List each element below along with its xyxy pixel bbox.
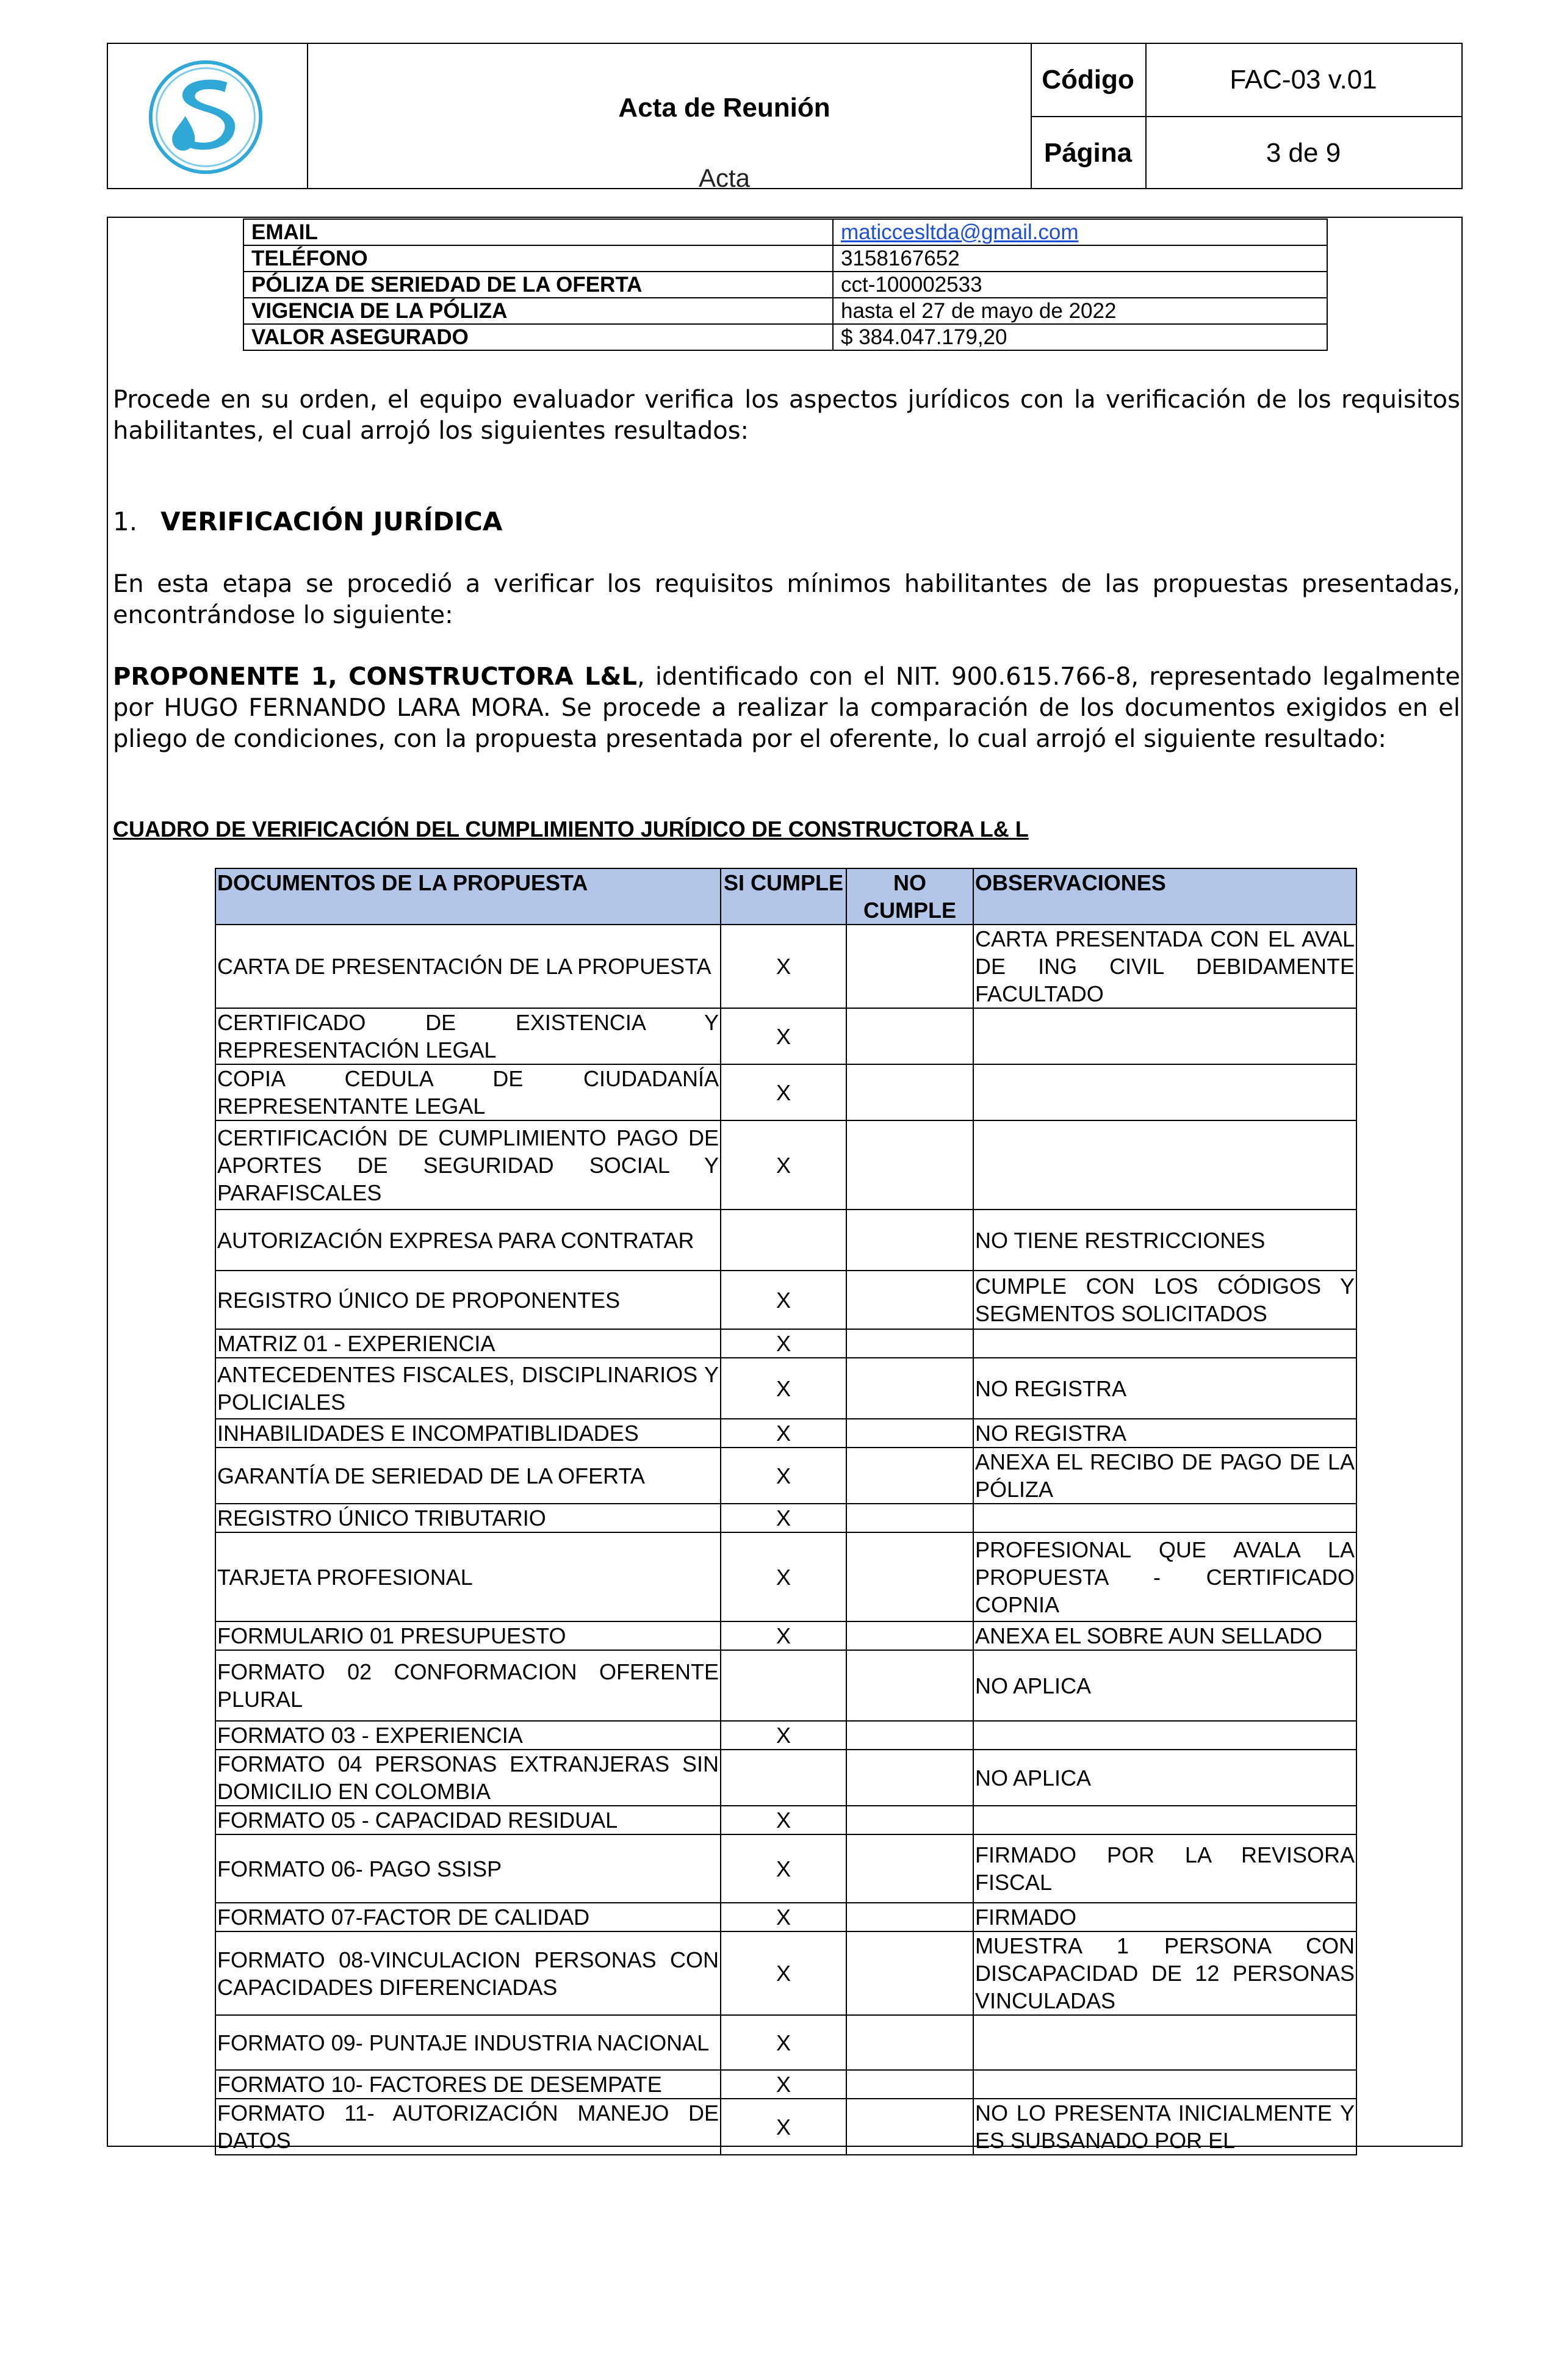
table-row — [215, 1448, 1356, 1504]
observation-cell — [973, 1064, 1356, 1120]
no-cumple-cell — [846, 1621, 973, 1650]
observation-cell: CUMPLE CON LOS CÓDIGOS Y SEGMENTOS SOLICITADOS — [973, 1271, 1356, 1329]
si-cumple-cell: X — [721, 1834, 846, 1903]
si-cumple-cell: X — [721, 1448, 846, 1504]
info-value: $ 384.047.179,20 — [833, 324, 1327, 350]
document-cell: FORMATO 09- PUNTAJE INDUSTRIA NACIONAL — [215, 2015, 721, 2070]
si-cumple-cell: X — [721, 1008, 846, 1064]
document-cell: INHABILIDADES E INCOMPATIBLIDADES — [215, 1419, 721, 1448]
header-observations: OBSERVACIONES — [973, 868, 1356, 925]
table-row — [215, 1120, 1356, 1210]
table-header-row — [215, 868, 1356, 925]
observation-cell: PROFESIONAL QUE AVALA LA PROPUESTA - CERTIFICADO COPNIA — [973, 1532, 1356, 1621]
header-divider — [307, 44, 308, 188]
code-value: FAC-03 v.01 — [1230, 65, 1377, 95]
code-label: Código — [1042, 65, 1134, 95]
table-row — [215, 1650, 1356, 1721]
observation-cell — [973, 2015, 1356, 2070]
observation-cell — [973, 1329, 1356, 1358]
info-row-insured-value — [243, 324, 1327, 350]
proponent-info-table — [243, 218, 1328, 351]
si-cumple-cell: X — [721, 2070, 846, 2099]
document-cell: TARJETA PROFESIONAL — [215, 1532, 721, 1621]
si-cumple-cell — [721, 1210, 846, 1271]
header-si-cumple: SI CUMPLE — [721, 868, 846, 925]
info-row-phone — [243, 245, 1327, 272]
document-cell: COPIA CEDULA DE CIUDADANÍA REPRESENTANTE LEGAL — [215, 1064, 721, 1120]
document-cell: FORMATO 10- FACTORES DE DESEMPATE — [215, 2070, 721, 2099]
no-cumple-cell — [846, 1358, 973, 1419]
no-cumple-cell — [846, 1806, 973, 1834]
observation-cell: CARTA PRESENTADA CON EL AVAL DE ING CIVIL DEBIDAMENTE FACULTADO — [973, 925, 1356, 1008]
table-row — [215, 2070, 1356, 2099]
si-cumple-cell: X — [721, 1903, 846, 1931]
info-value: hasta el 27 de mayo de 2022 — [833, 298, 1327, 324]
document-cell: REGISTRO ÚNICO DE PROPONENTES — [215, 1271, 721, 1329]
observation-cell — [973, 1504, 1356, 1532]
si-cumple-cell: X — [721, 925, 846, 1008]
section-number: 1. — [113, 507, 138, 536]
company-logo — [146, 57, 265, 177]
table-row — [215, 1834, 1356, 1903]
si-cumple-cell: X — [721, 2099, 846, 2155]
observation-cell: NO REGISTRA — [973, 1358, 1356, 1419]
no-cumple-cell — [846, 1750, 973, 1806]
observation-cell: FIRMADO POR LA REVISORA FISCAL — [973, 1834, 1356, 1903]
no-cumple-cell — [846, 1903, 973, 1931]
section-title: VERIFICACIÓN JURÍDICA — [160, 507, 503, 536]
no-cumple-cell — [846, 1329, 973, 1358]
proponent-name: PROPONENTE 1, CONSTRUCTORA L&L — [113, 663, 637, 691]
table-row — [215, 1329, 1356, 1358]
observation-cell — [973, 1721, 1356, 1750]
no-cumple-cell — [846, 1448, 973, 1504]
table-row — [215, 1532, 1356, 1621]
document-cell: FORMULARIO 01 PRESUPUESTO — [215, 1621, 721, 1650]
proponent-details: , identificado con el NIT. 900.615.766-8, representado legalmente por HUGO FERNANDO LARA MORA. Se procede a realizar la comparación de los documentos exigidos en el pliego de condiciones, con la propuesta presentada por el oferente, lo cual arrojó el siguiente resultado: — [113, 663, 1460, 753]
observation-cell: ANEXA EL RECIBO DE PAGO DE LA PÓLIZA — [973, 1448, 1356, 1504]
document-cell: FORMATO 07-FACTOR DE CALIDAD — [215, 1903, 721, 1931]
si-cumple-cell: X — [721, 1504, 846, 1532]
table-row — [215, 1931, 1356, 2015]
document-cell: CERTIFICADO DE EXISTENCIA Y REPRESENTACIÓN LEGAL — [215, 1008, 721, 1064]
si-cumple-cell: X — [721, 2015, 846, 2070]
observation-cell: MUESTRA 1 PERSONA CON DISCAPACIDAD DE 12 PERSONAS VINCULADAS — [973, 1931, 1356, 2015]
observation-cell: FIRMADO — [973, 1903, 1356, 1931]
observation-cell: NO TIENE RESTRICCIONES — [973, 1210, 1356, 1271]
table-row — [215, 1806, 1356, 1834]
document-cell: REGISTRO ÚNICO TRIBUTARIO — [215, 1504, 721, 1532]
document-cell: ANTECEDENTES FISCALES, DISCIPLINARIOS Y POLICIALES — [215, 1358, 721, 1419]
si-cumple-cell: X — [721, 1806, 846, 1834]
table-row — [215, 1750, 1356, 1806]
info-row-policy — [243, 272, 1327, 298]
no-cumple-cell — [846, 1419, 973, 1448]
intro-paragraph: Procede en su orden, el equipo evaluador verifica los aspectos jurídicos con la verificación de los requisitos habilitantes, el cual arrojó los siguientes resultados: — [113, 386, 1460, 445]
document-cell: MATRIZ 01 - EXPERIENCIA — [215, 1329, 721, 1358]
observation-cell — [973, 1806, 1356, 1834]
table-row — [215, 1271, 1356, 1329]
observation-cell: ANEXA EL SOBRE AUN SELLADO — [973, 1621, 1356, 1650]
document-cell: AUTORIZACIÓN EXPRESA PARA CONTRATAR — [215, 1210, 721, 1271]
si-cumple-cell: X — [721, 1064, 846, 1120]
page-value: 3 de 9 — [1266, 138, 1341, 168]
document-cell: FORMATO 03 - EXPERIENCIA — [215, 1721, 721, 1750]
table-row — [215, 1419, 1356, 1448]
page-label: Página — [1043, 138, 1133, 168]
header-no-cumple: NO CUMPLE — [846, 868, 973, 925]
no-cumple-cell — [846, 2099, 973, 2155]
table-row — [215, 2099, 1356, 2155]
table-row — [215, 1064, 1356, 1120]
observation-cell: NO REGISTRA — [973, 1419, 1356, 1448]
proponent-paragraph — [113, 662, 1460, 755]
section-heading — [113, 507, 502, 536]
info-label: PÓLIZA DE SERIEDAD DE LA OFERTA — [243, 272, 833, 298]
no-cumple-cell — [846, 1721, 973, 1750]
observation-cell: NO APLICA — [973, 1750, 1356, 1806]
stage-paragraph: En esta etapa se procedió a verificar los requisitos mínimos habilitantes de las propuestas presentadas, encontrándose lo siguiente: — [113, 570, 1460, 629]
document-subtitle: Acta — [698, 164, 751, 188]
si-cumple-cell: X — [721, 1419, 846, 1448]
info-label: VIGENCIA DE LA PÓLIZA — [243, 298, 833, 324]
si-cumple-cell: X — [721, 1532, 846, 1621]
no-cumple-cell — [846, 2070, 973, 2099]
table-row — [215, 1504, 1356, 1532]
no-cumple-cell — [846, 925, 973, 1008]
no-cumple-cell — [846, 1931, 973, 2015]
no-cumple-cell — [846, 1008, 973, 1064]
document-cell: FORMATO 05 - CAPACIDAD RESIDUAL — [215, 1806, 721, 1834]
table-row — [215, 1621, 1356, 1650]
document-cell: FORMATO 02 CONFORMACION OFERENTE PLURAL — [215, 1650, 721, 1721]
si-cumple-cell: X — [721, 1271, 846, 1329]
si-cumple-cell: X — [721, 1358, 846, 1419]
si-cumple-cell — [721, 1650, 846, 1721]
document-cell: FORMATO 04 PERSONAS EXTRANJERAS SIN DOMICILIO EN COLOMBIA — [215, 1750, 721, 1806]
info-label: VALOR ASEGURADO — [243, 324, 833, 350]
info-row-email — [243, 219, 1327, 245]
table-row — [215, 1903, 1356, 1931]
legal-verification-table — [215, 868, 1357, 2155]
observation-cell — [973, 2070, 1356, 2099]
document-cell: CERTIFICACIÓN DE CUMPLIMIENTO PAGO DE APORTES DE SEGURIDAD SOCIAL Y PARAFISCALES — [215, 1120, 721, 1210]
observation-cell — [973, 1008, 1356, 1064]
si-cumple-cell: X — [721, 1621, 846, 1650]
no-cumple-cell — [846, 1064, 973, 1120]
document-title: Acta de Reunión — [618, 93, 830, 123]
no-cumple-cell — [846, 1120, 973, 1210]
table-row — [215, 1008, 1356, 1064]
info-value — [833, 219, 1327, 245]
si-cumple-cell: X — [721, 1120, 846, 1210]
observation-cell: NO APLICA — [973, 1650, 1356, 1721]
observation-cell — [973, 1120, 1356, 1210]
no-cumple-cell — [846, 2015, 973, 2070]
document-cell: FORMATO 08-VINCULACION PERSONAS CON CAPACIDADES DIFERENCIADAS — [215, 1931, 721, 2015]
info-label: EMAIL — [243, 219, 833, 245]
info-value: 3158167652 — [833, 245, 1327, 272]
no-cumple-cell — [846, 1210, 973, 1271]
document-cell: CARTA DE PRESENTACIÓN DE LA PROPUESTA — [215, 925, 721, 1008]
document-cell: GARANTÍA DE SERIEDAD DE LA OFERTA — [215, 1448, 721, 1504]
table-row — [215, 925, 1356, 1008]
table-row — [215, 2015, 1356, 2070]
observation-cell: NO LO PRESENTA INICIALMENTE Y ES SUBSANADO POR EL — [973, 2099, 1356, 2155]
si-cumple-cell: X — [721, 1931, 846, 2015]
document-cell: FORMATO 06- PAGO SSISP — [215, 1834, 721, 1903]
si-cumple-cell — [721, 1750, 846, 1806]
no-cumple-cell — [846, 1834, 973, 1903]
email-link[interactable]: maticcesltda@gmail.com — [841, 220, 1079, 244]
document-cell: FORMATO 11- AUTORIZACIÓN MANEJO DE DATOS — [215, 2099, 721, 2155]
no-cumple-cell — [846, 1650, 973, 1721]
info-value: cct-100002533 — [833, 272, 1327, 298]
document-header — [107, 43, 1463, 189]
info-row-validity — [243, 298, 1327, 324]
table-row — [215, 1358, 1356, 1419]
no-cumple-cell — [846, 1271, 973, 1329]
si-cumple-cell: X — [721, 1329, 846, 1358]
no-cumple-cell — [846, 1504, 973, 1532]
si-cumple-cell: X — [721, 1721, 846, 1750]
table-row — [215, 1210, 1356, 1271]
table-caption: CUADRO DE VERIFICACIÓN DEL CUMPLIMIENTO JURÍDICO DE CONSTRUCTORA L& L — [113, 817, 1029, 842]
table-row — [215, 1721, 1356, 1750]
info-label: TELÉFONO — [243, 245, 833, 272]
no-cumple-cell — [846, 1532, 973, 1621]
header-documents: DOCUMENTOS DE LA PROPUESTA — [215, 868, 721, 925]
